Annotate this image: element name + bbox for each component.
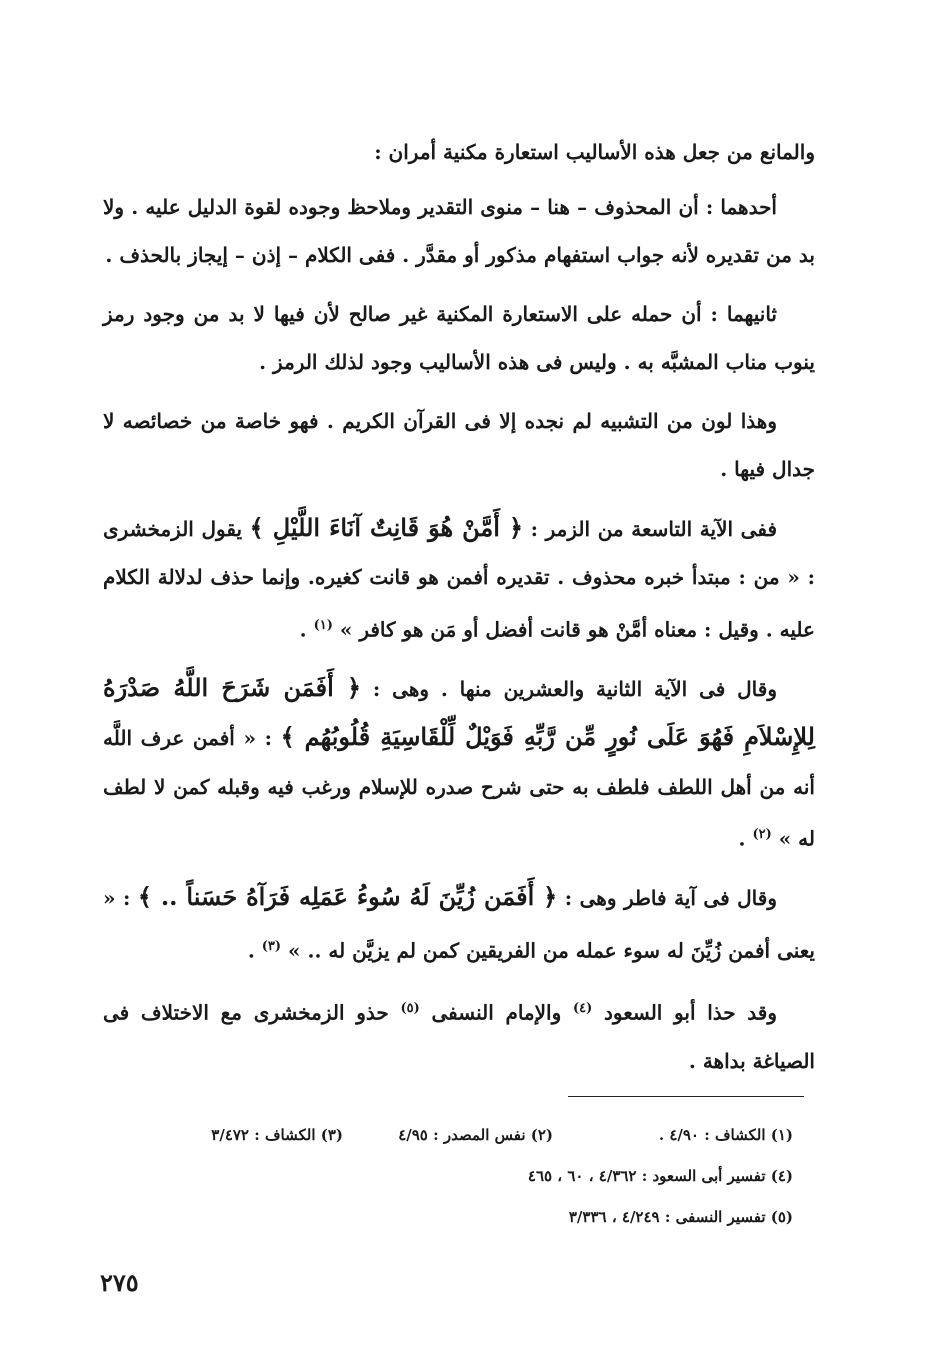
paragraph-zumar-22	[103, 664, 815, 864]
paragraph-text: والإمام النسفى	[431, 1000, 562, 1025]
footnote-row	[103, 1115, 793, 1156]
footnote-ref: (٤)	[572, 1000, 593, 1016]
quran-verse: ﴿ أَفَمَن زُيِّنَ لَهُ سُوءُ عَمَلِه فَرَآهُ حَسَناً .. ﴾	[137, 882, 558, 912]
footnote-ref: (٢)	[752, 827, 772, 843]
paragraph-second-reason	[103, 290, 815, 387]
paragraph-end: .	[247, 938, 255, 963]
footnote-3: (٣) الكشاف : ٣/٤٧٢	[211, 1126, 343, 1144]
paragraph-fatir	[103, 873, 815, 975]
paragraph-text: ثانيهما : أن حمله على الاستعارة المكنية غير صالح لأن فيها لا بد من وجود رمز ينوب مناب المشبَّه به . وليس فى هذه الأساليب وجود لذلك الرمز .	[103, 301, 815, 374]
paragraph-text: وهذا لون من التشبيه لم نجده إلا فى القرآن الكريم . فهو خاصة من خصائصه لا جدال فيها .	[103, 408, 815, 481]
paragraph-text: وقال فى الآية الثانية والعشرين منها . وهى :	[372, 676, 777, 701]
paragraph-conclusion	[103, 985, 815, 1086]
paragraph-end: .	[299, 617, 307, 642]
paragraph-text: يقول الزمخشرى : « من : مبتدأ خبره محذوف . تقديره أفمن هو قانت كغيره. وإنما حذف لدلالة الكلام عليه . وقيل : معناه أمَّنْ هو قانت أفضل أو مَن هو كافر »	[103, 516, 815, 642]
quran-verse: ﴿ أَفَمَن شَرَحَ اللَّهُ صَدْرَهُ لِلإِسْلاَمِ فَهُوَ عَلَى نُورٍ مِّن رَّبِّهِ فَوَيْلٌ لِّلْقَاسِيَةِ قُلُوبُهُم ﴾	[103, 672, 815, 752]
main-text	[103, 128, 815, 1096]
paragraph-intro	[103, 128, 815, 177]
paragraph-end: .	[738, 826, 746, 851]
paragraph-text: حذو الزمخشرى مع الاختلاف فى الصياغة بداهة .	[103, 1000, 815, 1074]
paragraph-first-reason	[103, 183, 815, 280]
paragraph-text: ففى الآية التاسعة من الزمر :	[530, 516, 777, 541]
footnote-ref: (٥)	[400, 1000, 420, 1016]
paragraph-zumar-9	[103, 504, 815, 654]
footnote-row	[103, 1156, 793, 1197]
paragraph-text: وقد حذا أبو السعود	[603, 1000, 778, 1025]
footnote-2: (٢) نفس المصدر : ٤/٩٥	[398, 1126, 553, 1144]
footnote-divider	[568, 1096, 804, 1097]
paragraph-text: وقال فى آية فاطر وهى :	[564, 886, 777, 911]
paragraph-text: والمانع من جعل هذه الأساليب استعارة مكنية أمران :	[374, 140, 815, 164]
paragraph-text: : « أفمن عرف اللَّه أنه من أهل اللطف فلطف به حتى شرح صدره للإسلام ورغب فيه وقبله كمن لا لطف له »	[103, 726, 815, 851]
paragraph-text: أحدهما : أن المحذوف – هنا – منوى التقدير وملاحظ وجوده لقوة الدليل عليه . ولا بد من تقديره لأنه جواب استفهام مذكور أو مقدَّر . ففى الكلام – إذن – إيجاز بالحذف .	[103, 194, 815, 267]
footnote-ref: (١)	[313, 617, 333, 633]
page-number: ٢٧٥	[100, 1268, 139, 1297]
footnote-5: (٥) تفسير النسفى : ٤/٢٤٩ ، ٣/٣٣٦	[568, 1208, 793, 1226]
footnotes	[103, 1115, 793, 1238]
quran-verse: ﴿ أَمَّنْ هُوَ قَانِتٌ آنَاءَ اللَّيْلِ ﴾	[249, 512, 524, 542]
footnote-ref: (٣)	[261, 938, 282, 954]
footnote-4: (٤) تفسير أبى السعود : ٤/٣٦٢ ، ٦٠ ، ٤٦٥	[527, 1167, 793, 1185]
paragraph-quran-specific	[103, 397, 815, 494]
paragraph-text: : « يعنى أفمن زُيِّنَ له سوء عمله من الفريقين كمن لم يزيَّن له .. »	[103, 886, 815, 963]
footnote-row	[103, 1197, 793, 1238]
footnote-1: (١) الكشاف : ٤/٩٠ .	[658, 1126, 793, 1144]
